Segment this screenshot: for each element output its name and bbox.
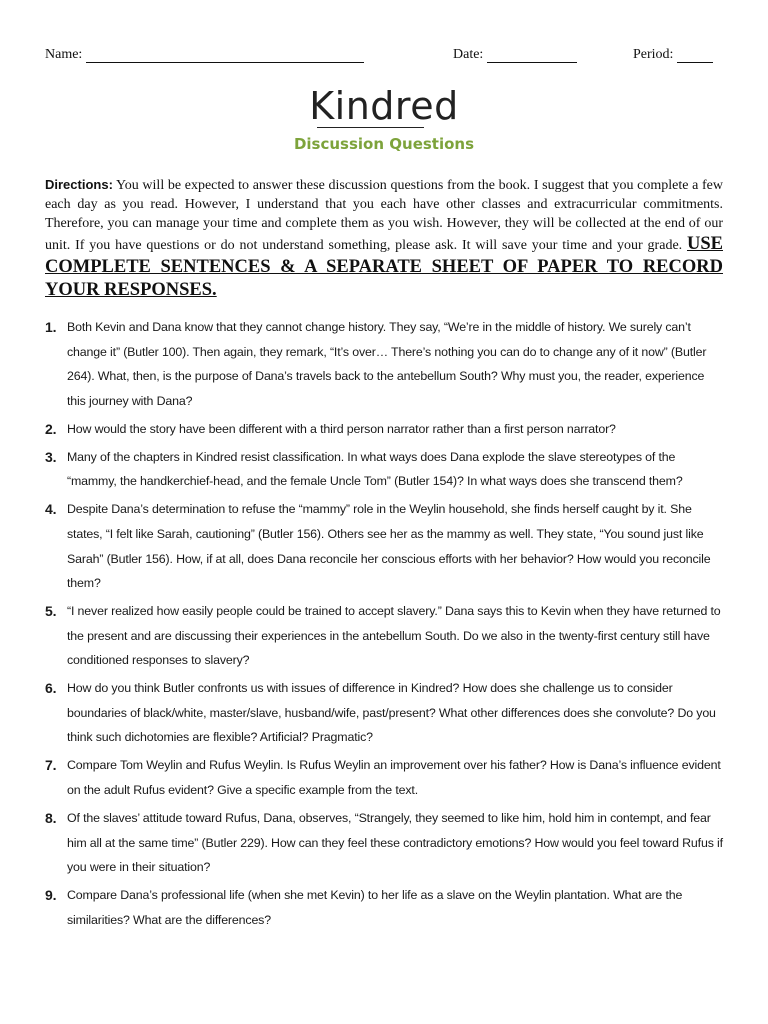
- question-item: [45, 417, 725, 442]
- directions-text: You will be expected to answer these discussion questions from the book. I suggest that you complete a few each day as you read. However, I understand that you each have other classes and extracurricular commitments. Therefore, you can manage your time and complete them as you wish. However, they will be collected at the end of our unit. If you have questions or do not understand something, please ask. It will save your time and your grade.: [45, 178, 723, 253]
- question-item: [45, 806, 725, 880]
- question-number: 8.: [45, 810, 57, 827]
- question-item: [45, 445, 725, 494]
- question-text: How do you think Butler confronts us with issues of difference in Kindred? How does she challenge us to consider boundaries of black/white, master/slave, husband/wife, past/present? What other differences does she convolute? Do you think such dichotomies are flexible? Artificial? Pragmatic?: [67, 681, 716, 745]
- question-text: Many of the chapters in Kindred resist classification. In what ways does Dana explode the slave stereotypes of the “mammy, the handkerchief-head, and the female Uncle Tom” (Butler 154)? In what ways does she transcend them?: [67, 449, 683, 489]
- period-label: Period:: [633, 47, 674, 62]
- directions-label: Directions:: [45, 177, 113, 192]
- question-text: Of the slaves’ attitude toward Rufus, Dana, observes, “Strangely, they seemed to like him, hold him in contempt, and fear him all at the same time” (Butler 229). How can they feel these contradictory emotions? How would you feel toward Rufus if you were in their situation?: [67, 811, 723, 875]
- question-number: 2.: [45, 420, 57, 437]
- question-list: [45, 315, 725, 936]
- page-title: Kindred: [309, 84, 459, 128]
- question-number: 3.: [45, 448, 57, 465]
- question-text: Despite Dana’s determination to refuse the “mammy” role in the Weylin household, she finds herself caught by it. She states, “I felt like Sarah, cautioning” (Butler 156). Others see her as the mammy as well. They state, “You sound just like Sarah” (Butler 156). How, if at all, does Dana reconcile her conscious efforts with her behavior? How would you reconcile them?: [67, 502, 711, 591]
- page-subtitle: Discussion Questions: [293, 135, 475, 153]
- question-text: Compare Dana’s professional life (when she met Kevin) to her life as a slave on the Weylin plantation. What are the similarities? What are the differences?: [67, 888, 683, 927]
- period-field: [633, 47, 713, 63]
- date-blank: [487, 48, 577, 63]
- question-number: 7.: [45, 757, 57, 774]
- question-item: [45, 497, 725, 595]
- name-blank: [86, 48, 364, 63]
- name-label: Name:: [45, 47, 83, 62]
- student-info-header: [45, 47, 720, 67]
- question-item: [45, 676, 725, 750]
- directions-emphasis: USE COMPLETE SENTENCES & A SEPARATE SHEET OF PAPER TO RECORD YOUR RESPONSES.: [45, 234, 723, 300]
- question-number: 6.: [45, 680, 57, 697]
- question-number: 1.: [45, 319, 57, 335]
- question-text: How would the story have been different with a third person narrator rather than a first person narrator?: [67, 421, 616, 436]
- name-field: [45, 47, 364, 63]
- date-field: [453, 47, 577, 63]
- question-number: 5.: [45, 603, 57, 620]
- question-item: [45, 599, 725, 673]
- question-text: “I never realized how easily people could be trained to accept slavery.” Dana says this to Kevin when they have returned to the present and are discussing their experiences in the antebellum South. Do we also in the twenty-first century still have conditioned responses to slavery?: [67, 604, 721, 668]
- directions-paragraph: [45, 175, 723, 302]
- question-number: 9.: [45, 887, 57, 904]
- question-number: 4.: [45, 501, 57, 518]
- question-item: [45, 753, 725, 802]
- question-item: [45, 315, 725, 413]
- period-blank: [677, 48, 713, 63]
- question-text: Compare Tom Weylin and Rufus Weylin. Is Rufus Weylin an improvement over his father? How is Dana’s influence evident on the adult Rufus evident? Give a specific example from the text.: [67, 758, 721, 798]
- title-underline: [317, 127, 424, 128]
- question-text: Both Kevin and Dana know that they cannot change history. They say, “We’re in the middle of history. We surely can’t change it” (Butler 100). Then again, they remark, “It’s over… There’s nothing you can do to change any of it now” (Butler 264). What, then, is the purpose of Dana’s travels back to the antebellum South? Why must you, the reader, experience this journey with Dana?: [67, 320, 707, 408]
- question-item: [45, 883, 725, 932]
- date-label: Date:: [453, 47, 484, 62]
